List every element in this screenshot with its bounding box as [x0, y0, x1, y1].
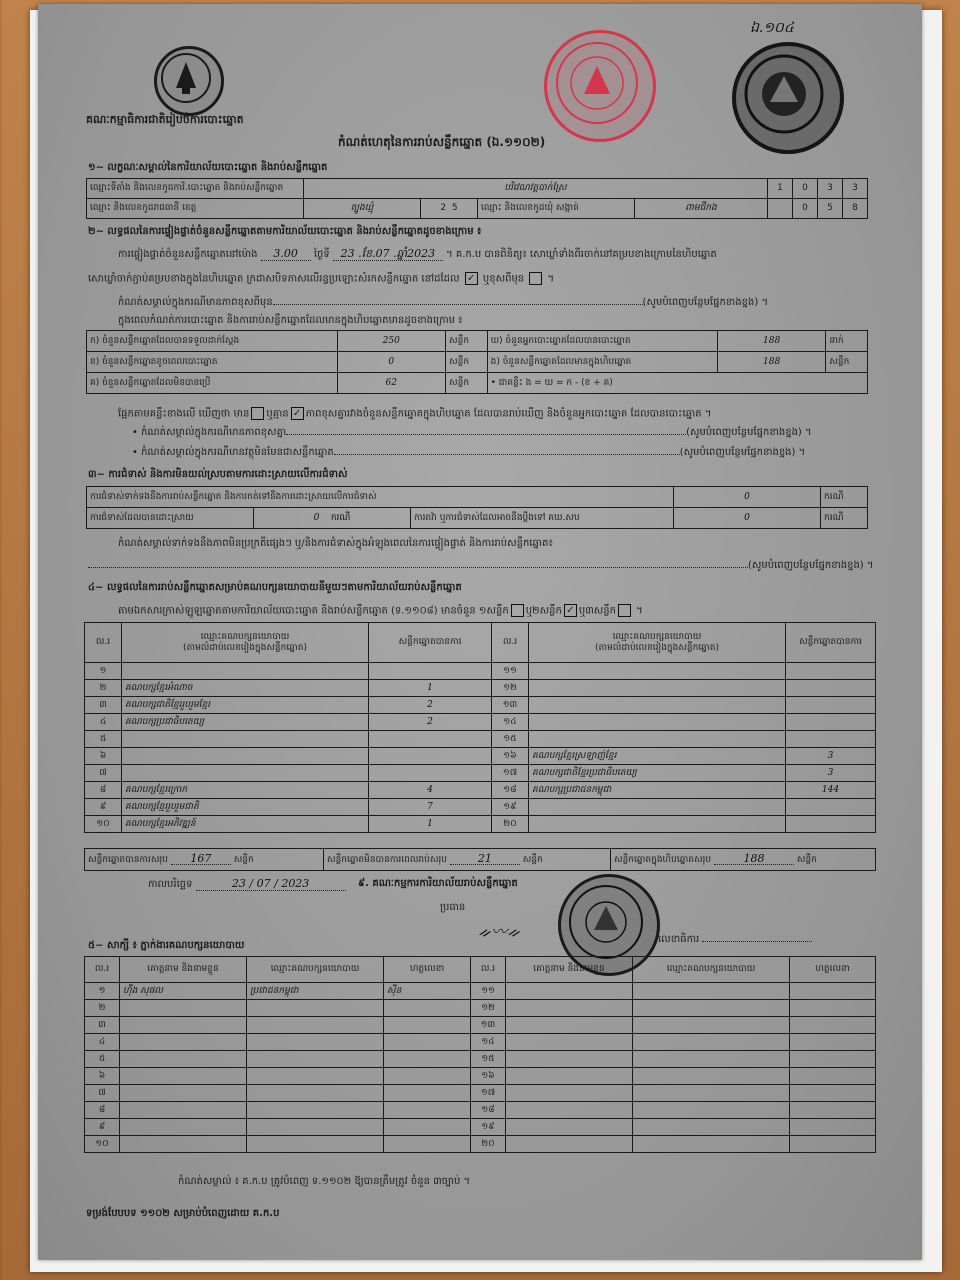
witness-col-party-right: ឈ្មោះគណបក្សនយោបាយ	[633, 957, 790, 983]
complaints-unit: ករណី	[821, 487, 868, 508]
witness-party	[247, 1068, 384, 1085]
witness-party	[247, 1051, 384, 1068]
voters-value: 188	[717, 331, 826, 352]
witness-party	[633, 1000, 790, 1017]
witness-name	[506, 1068, 633, 1085]
complaints-value: 0	[674, 487, 821, 508]
table-row	[85, 983, 876, 1000]
witness-party	[633, 1051, 790, 1068]
formula: • ជាគន្លឹះ ង = ឃ = ក - (ខ + គ)	[487, 373, 867, 394]
three-sheet-checkbox[interactable]	[618, 604, 631, 617]
witness-no: ១៦	[471, 1068, 506, 1085]
form-footer: ទម្រង់បែបបទ ១១០២ សម្រាប់បំពេញដោយ គ.ក.ប	[86, 1208, 280, 1219]
table-row	[85, 1068, 876, 1085]
witness-signature: ស៊ីន	[384, 983, 471, 1000]
result-no: ១	[85, 663, 122, 680]
result-votes	[786, 816, 876, 833]
section-1-table	[86, 178, 868, 219]
col-votes-left: សន្លឹកឆ្នោតបានការ	[369, 623, 492, 663]
witness-name	[120, 1034, 247, 1051]
table-row	[85, 714, 876, 731]
result-party: គណបក្សជាតិខ្មែរប្រជាធិបតេយ្យ	[529, 765, 786, 782]
appeal-value: 0	[674, 508, 821, 529]
result-votes: 1	[369, 816, 492, 833]
witness-name	[506, 983, 633, 1000]
result-no: ១៩	[492, 799, 529, 816]
table-row	[85, 680, 876, 697]
col-party-right: ឈ្មោះគណបក្សនយោបាយ (តាមលំដាប់លេខរៀងក្នុងសន្លឹកឆ្នោត)	[529, 623, 786, 663]
commune-code-4: 8	[843, 199, 868, 219]
two-sheet-checkbox[interactable]: ✓	[564, 604, 577, 617]
result-votes: 2	[369, 697, 492, 714]
station-code-3: 3	[818, 179, 843, 199]
witness-name	[506, 1136, 633, 1153]
table-row	[85, 1034, 876, 1051]
table-row	[85, 1102, 876, 1119]
bullet-foreign-object: • កំណត់សម្គាល់ក្នុងករណីមានវត្ថុមិនមែនជាសន្លឹកឆ្នោត (សូមបំពេញបន្ថែមផ្នែកខាងខ្នង) ។	[132, 447, 806, 458]
footnote: កំណត់សម្គាល់ ៖ គ.ក.ប ត្រូវបំពេញ ទ.១១០២ ឱ្យបានត្រឹមត្រូវ ចំនួន ៣ច្បាប់ ។	[178, 1176, 471, 1187]
table-row	[85, 782, 876, 799]
witness-signature	[790, 1034, 876, 1051]
result-votes	[369, 765, 492, 782]
witness-party	[633, 1119, 790, 1136]
result-votes	[369, 731, 492, 748]
witness-no: ១២	[471, 1000, 506, 1017]
witness-signature	[790, 983, 876, 1000]
table-row	[85, 765, 876, 782]
witness-no: ៤	[85, 1034, 120, 1051]
ballot-count-table	[86, 330, 868, 394]
witness-no: ១៥	[471, 1051, 506, 1068]
result-votes	[786, 663, 876, 680]
result-no: ១៦	[492, 748, 529, 765]
unchanged-checkbox[interactable]: ✓	[465, 272, 478, 285]
received-ballots-label: ក) ចំនួនសន្លឹកឆ្នោតដែលបានទទួលដាក់ស្តែង	[87, 331, 338, 352]
changed-checkbox[interactable]	[529, 272, 542, 285]
col-party-left: ឈ្មោះគណបក្សនយោបាយ (តាមលំដាប់លេខរៀងក្នុងសន្លឹកឆ្នោត)	[122, 623, 369, 663]
witness-no: ១០	[85, 1136, 120, 1153]
result-no: ៨	[85, 782, 122, 799]
witness-no: ១៩	[471, 1119, 506, 1136]
witness-no: ១៣	[471, 1017, 506, 1034]
voters-label: ឃ) ចំនួនអ្នកបោះឆ្នោតដែលបានបោះឆ្នោត	[487, 331, 717, 352]
witness-party	[633, 1136, 790, 1153]
spoiled-ballots-label: ខ) ចំនួនសន្លឹកឆ្នោតខូចពេលបោះឆ្នោត	[87, 352, 338, 373]
verification-line-2: សោឃ្លាំចាក់ភ្ជាប់គម្របខាងក្នុងនៃហិបឆ្នោត ក្រដាសបិទភាសលើរន្ធប្រឡោះសំរកសន្លឹកឆ្នោត នៅដដែល ✓ ឬខុសពីមុន ។	[88, 273, 555, 285]
table-row	[85, 663, 876, 680]
witness-party	[247, 1017, 384, 1034]
committee-name: គណៈកម្មាធិការជាតិរៀបចំការបោះឆ្នោត	[86, 113, 244, 126]
result-no: ១៣	[492, 697, 529, 714]
col-votes-right: សន្លឹកឆ្នោតបានការ	[786, 623, 876, 663]
commune-name: ពាមជីកង	[635, 199, 768, 219]
witness-no: ១៤	[471, 1034, 506, 1051]
witness-name	[120, 1085, 247, 1102]
result-no: ១៨	[492, 782, 529, 799]
result-party	[122, 765, 369, 782]
result-no: ៦	[85, 748, 122, 765]
province-code: 2 5	[421, 199, 478, 219]
witness-no: ១៨	[471, 1102, 506, 1119]
box-ballots-value: 188	[717, 352, 826, 373]
result-no: ៥	[85, 731, 122, 748]
table-row	[85, 697, 876, 714]
table-row	[85, 1051, 876, 1068]
committee-logo	[154, 46, 224, 116]
chairman-signature: ᨀ〰ᨀ	[478, 922, 521, 941]
witness-name	[506, 1085, 633, 1102]
witness-name	[120, 1068, 247, 1085]
witness-name	[506, 1102, 633, 1119]
province-label: ឈ្មោះ និងលេខកូដរាជធានី ខេត្ត	[87, 199, 304, 219]
station-code-1: 1	[768, 179, 793, 199]
col-no-left: ល.រ	[85, 623, 122, 663]
result-party: គណបក្សខ្មែរក្រោក	[122, 782, 369, 799]
result-party	[529, 816, 786, 833]
witness-party	[247, 1085, 384, 1102]
table-row	[85, 799, 876, 816]
voters-unit: នាក់	[826, 331, 868, 352]
result-no: ១០	[85, 816, 122, 833]
party-results-table	[84, 622, 876, 833]
irregularity-note: កំណត់សម្គាល់ទាក់ទងនឹងភាពមិនប្រក្រតីផ្សេងៗ ឬ/និងការជំទាស់ក្នុងអំឡុងពេលនៃការផ្ទៀងផ្ទាត់ និងការរាប់សន្លឹកឆ្នោត៖	[118, 538, 553, 549]
bullet-difference: • កំណត់សម្គាល់ក្នុងករណីមានភាពខុសគ្នា (សូមបំពេញបន្ថែមផ្នែកខាងខ្នង) ។	[132, 427, 812, 438]
spoiled-ballots-unit: សន្លឹក	[446, 352, 488, 373]
result-no: ១៧	[492, 765, 529, 782]
committee-signature-label: ៩. គណៈកម្មការការិយាល័យរាប់សន្លឹកឆ្នោត	[358, 878, 518, 889]
result-party: គណបក្សប្រជាធិបតេយ្យ	[122, 714, 369, 731]
witness-signature	[790, 1017, 876, 1034]
witness-table	[84, 956, 876, 1153]
witness-signature	[384, 1102, 471, 1119]
witness-party	[247, 1136, 384, 1153]
witness-signature	[790, 1000, 876, 1017]
red-official-seal	[544, 30, 656, 142]
witness-name	[506, 1017, 633, 1034]
witness-signature	[384, 1017, 471, 1034]
result-no: ១៥	[492, 731, 529, 748]
section-3-title: ៣~ ការជំទាស់ និងការមិនយល់ស្របតាមការដោះស្រាយលើការជំទាស់	[88, 469, 348, 480]
result-party: គណបក្សជាតិខ្មែររួបរួមខ្មែរ	[122, 697, 369, 714]
witness-party: ប្រជាជនកម្ពុជា	[247, 983, 384, 1000]
result-votes: 7	[369, 799, 492, 816]
one-sheet-checkbox[interactable]	[511, 604, 524, 617]
result-no: ៩	[85, 799, 122, 816]
witness-signature	[790, 1119, 876, 1136]
witness-name	[506, 1000, 633, 1017]
commune-label: ឈ្មោះ និងលេខកូដឃុំ សង្កាត់	[478, 199, 635, 219]
secretary-label: លេខាធិការ	[658, 934, 812, 946]
witness-name	[506, 1034, 633, 1051]
table-row	[85, 1085, 876, 1102]
witness-no: ២	[85, 1000, 120, 1017]
resolved-unit: ករណី	[330, 512, 351, 523]
witness-col-no-right: ល.រ	[471, 957, 506, 983]
witness-name	[120, 1000, 247, 1017]
witness-col-no-left: ល.រ	[85, 957, 120, 983]
result-votes	[786, 731, 876, 748]
resolved-value-cell	[254, 508, 411, 529]
document-title: កំណត់ហេតុនៃការរាប់សន្លឹកឆ្នោត (ឯ.១១០២)	[338, 135, 546, 149]
witness-col-sign-left: ហត្ថលេខា	[384, 957, 471, 983]
result-votes: 2	[369, 714, 492, 731]
results-totals	[84, 848, 876, 871]
section-5-title: ៥~ សាក្សី ៖ ភ្នាក់ងារគណបក្សនយោបាយ	[88, 940, 245, 951]
chairman-label: ប្រធាន	[440, 902, 466, 913]
result-no: ៤	[85, 714, 122, 731]
result-party	[529, 680, 786, 697]
unused-ballots-unit: សន្លឹក	[446, 373, 488, 394]
table-row	[85, 731, 876, 748]
result-votes: 3	[786, 748, 876, 765]
result-no: ២០	[492, 816, 529, 833]
result-party: គណបក្សខ្មែរស្រឡាញ់ខ្មែរ	[529, 748, 786, 765]
witness-party	[247, 1034, 384, 1051]
section-4-title: ៤~ លទ្ធផលនៃការរាប់សន្លឹកឆ្នោតសម្រាប់គណបក្សនយោបាយនីមួយៗតាមការិយាល័យរាប់សន្លឹកឆ្នោត	[88, 582, 462, 593]
witness-name	[506, 1051, 633, 1068]
result-votes	[369, 748, 492, 765]
result-votes	[369, 663, 492, 680]
result-party	[529, 731, 786, 748]
witness-no: ២០	[471, 1136, 506, 1153]
witness-signature	[790, 1085, 876, 1102]
result-party	[529, 714, 786, 731]
result-no: ១១	[492, 663, 529, 680]
witness-no: ៩	[85, 1119, 120, 1136]
result-party	[122, 748, 369, 765]
invalid-total: សន្លឹកឆ្នោតមិនបានការពេលរាប់សរុប 21 សន្លឹក	[324, 849, 611, 871]
witness-party	[247, 1000, 384, 1017]
province-name: ត្បូងឃ្មុំ	[304, 199, 421, 219]
section-1-title: ១~ លក្ខណៈសម្គាល់នៃការិយាល័យបោះឆ្នោត និងរាប់សន្លឹកឆ្នោត	[88, 162, 328, 173]
result-votes: 3	[786, 765, 876, 782]
irregularity-note-line: (សូមបំពេញបន្ថែមផ្នែកខាងខ្នង) ។	[88, 560, 873, 572]
witness-signature	[384, 1000, 471, 1017]
result-no: ១២	[492, 680, 529, 697]
result-party: គណបក្សប្រជាជនកម្ពុជា	[529, 782, 786, 799]
result-party	[529, 799, 786, 816]
witness-col-party-left: ឈ្មោះគណបក្សនយោបាយ	[247, 957, 384, 983]
result-party	[122, 663, 369, 680]
commune-code-3: 5	[818, 199, 843, 219]
witness-name	[120, 1136, 247, 1153]
table-row	[85, 816, 876, 833]
count-intro: ក្នុងពេលកំណត់ការបោះឆ្នោត និងការរាប់សន្លឹកឆ្នោតដែលមានក្នុងហិបឆ្នោតមានដូចខាងក្រោម ៖	[118, 315, 463, 326]
result-votes: 1	[369, 680, 492, 697]
witness-signature	[790, 1068, 876, 1085]
witness-no: ៨	[85, 1102, 120, 1119]
witness-name	[120, 1017, 247, 1034]
complaints-table	[86, 486, 868, 529]
result-votes	[786, 799, 876, 816]
witness-party	[633, 983, 790, 1000]
count-date: កាលបរិច្ឆេទ 23 / 07 / 2023	[148, 878, 346, 891]
witness-signature	[384, 1119, 471, 1136]
table-row	[85, 1119, 876, 1136]
witness-name: ហ៊ឹង សុផល	[120, 983, 247, 1000]
result-votes	[786, 680, 876, 697]
result-party: គណបក្សខ្មែរអភិវឌ្ឍន៍	[122, 816, 369, 833]
witness-party	[247, 1102, 384, 1119]
result-party	[529, 663, 786, 680]
spoiled-ballots-value: 0	[337, 352, 446, 373]
witness-signature	[790, 1102, 876, 1119]
witness-party	[633, 1017, 790, 1034]
black-official-seal	[732, 42, 844, 154]
witness-signature	[790, 1051, 876, 1068]
witness-no: ១	[85, 983, 120, 1000]
result-votes	[786, 714, 876, 731]
witness-name	[120, 1051, 247, 1068]
box-ballots-label: ង) ចំនួនសន្លឹកឆ្នោតដែលមានក្នុងហិបឆ្នោត	[487, 352, 717, 373]
received-ballots-unit: សន្លឹក	[446, 331, 488, 352]
witness-signature	[384, 1085, 471, 1102]
result-party: គណបក្សខ្មែរអំណាច	[122, 680, 369, 697]
witness-no: ១៧	[471, 1085, 506, 1102]
result-no: ១៤	[492, 714, 529, 731]
difference-note-line: កំណត់សម្គាល់ក្នុងករណីមានភាពខុសពីមុន (សូមបំពេញបន្ថែមផ្នែកខាងខ្នង) ។	[118, 297, 769, 308]
complaints-label: ការជំទាស់ទាក់ទងនឹងការរាប់សន្លឹកឆ្នោត និងការកត់ទៅនឹងការដោះស្រាយលើការជំទាស់	[87, 487, 674, 508]
result-no: ៣	[85, 697, 122, 714]
witness-col-sign-right: ហត្ថលេខា	[790, 957, 876, 983]
witness-col-name-left: គោត្តនាម និងនាមខ្លួន	[120, 957, 247, 983]
station-code-2: 0	[793, 179, 818, 199]
witness-no: ៧	[85, 1085, 120, 1102]
corner-handwritten-note: ឯ.១០៤	[750, 20, 794, 36]
station-label: ឈ្មោះទីតាំង និងលេខកូដការិ.បោះឆ្នោត និងរាប់សន្លឹកឆ្នោត	[87, 179, 304, 199]
witness-signature	[384, 1051, 471, 1068]
table-row	[85, 1000, 876, 1017]
valid-total: សន្លឹកឆ្នោតបានការសរុប 167 សន្លឹក	[85, 849, 324, 871]
station-code-4: 3	[843, 179, 868, 199]
commune-code-1	[768, 199, 793, 219]
result-no: ២	[85, 680, 122, 697]
unused-ballots-label: គ) ចំនួនសន្លឹកឆ្នោតដែលមិនបានប្រើ	[87, 373, 338, 394]
discrepancy-no-checkbox[interactable]: ✓	[291, 407, 304, 420]
document-page	[38, 4, 922, 1260]
commune-code-2: 0	[793, 199, 818, 219]
result-no: ៧	[85, 765, 122, 782]
witness-no: ៣	[85, 1017, 120, 1034]
box-ballots-unit: សន្លឹក	[826, 352, 868, 373]
appeal-unit: ករណី	[821, 508, 868, 529]
result-party	[529, 697, 786, 714]
witness-col-name-right: គោត្តនាម និងនាមខ្លួន	[506, 957, 633, 983]
tally-sheet-line: តាមឯកសារក្រាស់ឡូឡឆ្នោតតាមការិយាល័យបោះឆ្នោត និងរាប់សន្លឹកឆ្នោត (ទ.១១០៨) មានចំនួន ១សន្លឹក ឬ២សន្លឹក ✓ ឬ៣សន្លឹក ។	[118, 605, 643, 617]
witness-no: ៦	[85, 1068, 120, 1085]
box-total: សន្លឹកឆ្នោតក្នុងហិបឆ្នោតសរុប 188 សន្លឹក	[611, 849, 876, 871]
resolved-label: ការជំទាស់ដែលបានដោះស្រាយ	[87, 508, 254, 529]
witness-no: ១១	[471, 983, 506, 1000]
table-row	[85, 1017, 876, 1034]
witness-party	[633, 1102, 790, 1119]
witness-no: ៥	[85, 1051, 120, 1068]
discrepancy-line: ផ្អែកតាមគន្លឹះខាងលើ ឃើញថា មាន ឬគ្មាន ✓ ភាពខុសគ្នារវាងចំនួនសន្លឹកឆ្នោតក្នុងហិបឆ្នោត ដែលបានរាប់ឃើញ និងចំនួនអ្នកបោះឆ្នោត ដែលបានបោះឆ្នោត ។	[118, 408, 712, 420]
result-votes: 144	[786, 782, 876, 799]
resolved-value: 0	[313, 512, 320, 523]
unused-ballots-value: 62	[337, 373, 446, 394]
section-2-title: ២~ លទ្ធផលនៃការផ្ទៀងផ្ទាត់ចំនួនសន្លឹកឆ្នោតតាមការិយាល័យបោះឆ្នោត និងរាប់សន្លឹកឆ្នោតដូចខាងក្រោម ៖	[88, 226, 482, 237]
result-party: គណបក្សខ្មែររួបរួមជាតិ	[122, 799, 369, 816]
result-votes	[786, 697, 876, 714]
witness-party	[633, 1085, 790, 1102]
witness-signature	[790, 1136, 876, 1153]
table-row	[85, 1136, 876, 1153]
witness-party	[247, 1119, 384, 1136]
appeal-label: ការតវ៉ា ឬការជំទាស់ដែលអាចនឹងប្តឹងទៅ គឃ.សប	[411, 508, 674, 529]
witness-party	[633, 1068, 790, 1085]
result-party	[122, 731, 369, 748]
witness-name	[120, 1102, 247, 1119]
witness-name	[120, 1119, 247, 1136]
witness-name	[506, 1119, 633, 1136]
verification-line-1: ការផ្ទៀងផ្ទាត់ចំនួនសន្លឹកឆ្នោតនៅម៉ោង 3.00 ថ្ងៃទី 23 .ខែ.07 .ឆ្នាំ2023 ។ គ.ក.ប បានពិនិត្យ៖ សោឃ្លាំទាំងពីរចាក់នៅគម្របខាងក្រោមនៃហិបឆ្នោត	[118, 247, 717, 260]
result-votes: 4	[369, 782, 492, 799]
witness-signature	[384, 1034, 471, 1051]
col-no-right: ល.រ	[492, 623, 529, 663]
station-name: បរិវេណវត្តបាក់ស្រែ	[304, 179, 768, 199]
witness-party	[633, 1034, 790, 1051]
witness-signature	[384, 1136, 471, 1153]
table-row	[85, 748, 876, 765]
received-ballots-value: 250	[337, 331, 446, 352]
witness-signature	[384, 1068, 471, 1085]
discrepancy-yes-checkbox[interactable]	[251, 407, 264, 420]
